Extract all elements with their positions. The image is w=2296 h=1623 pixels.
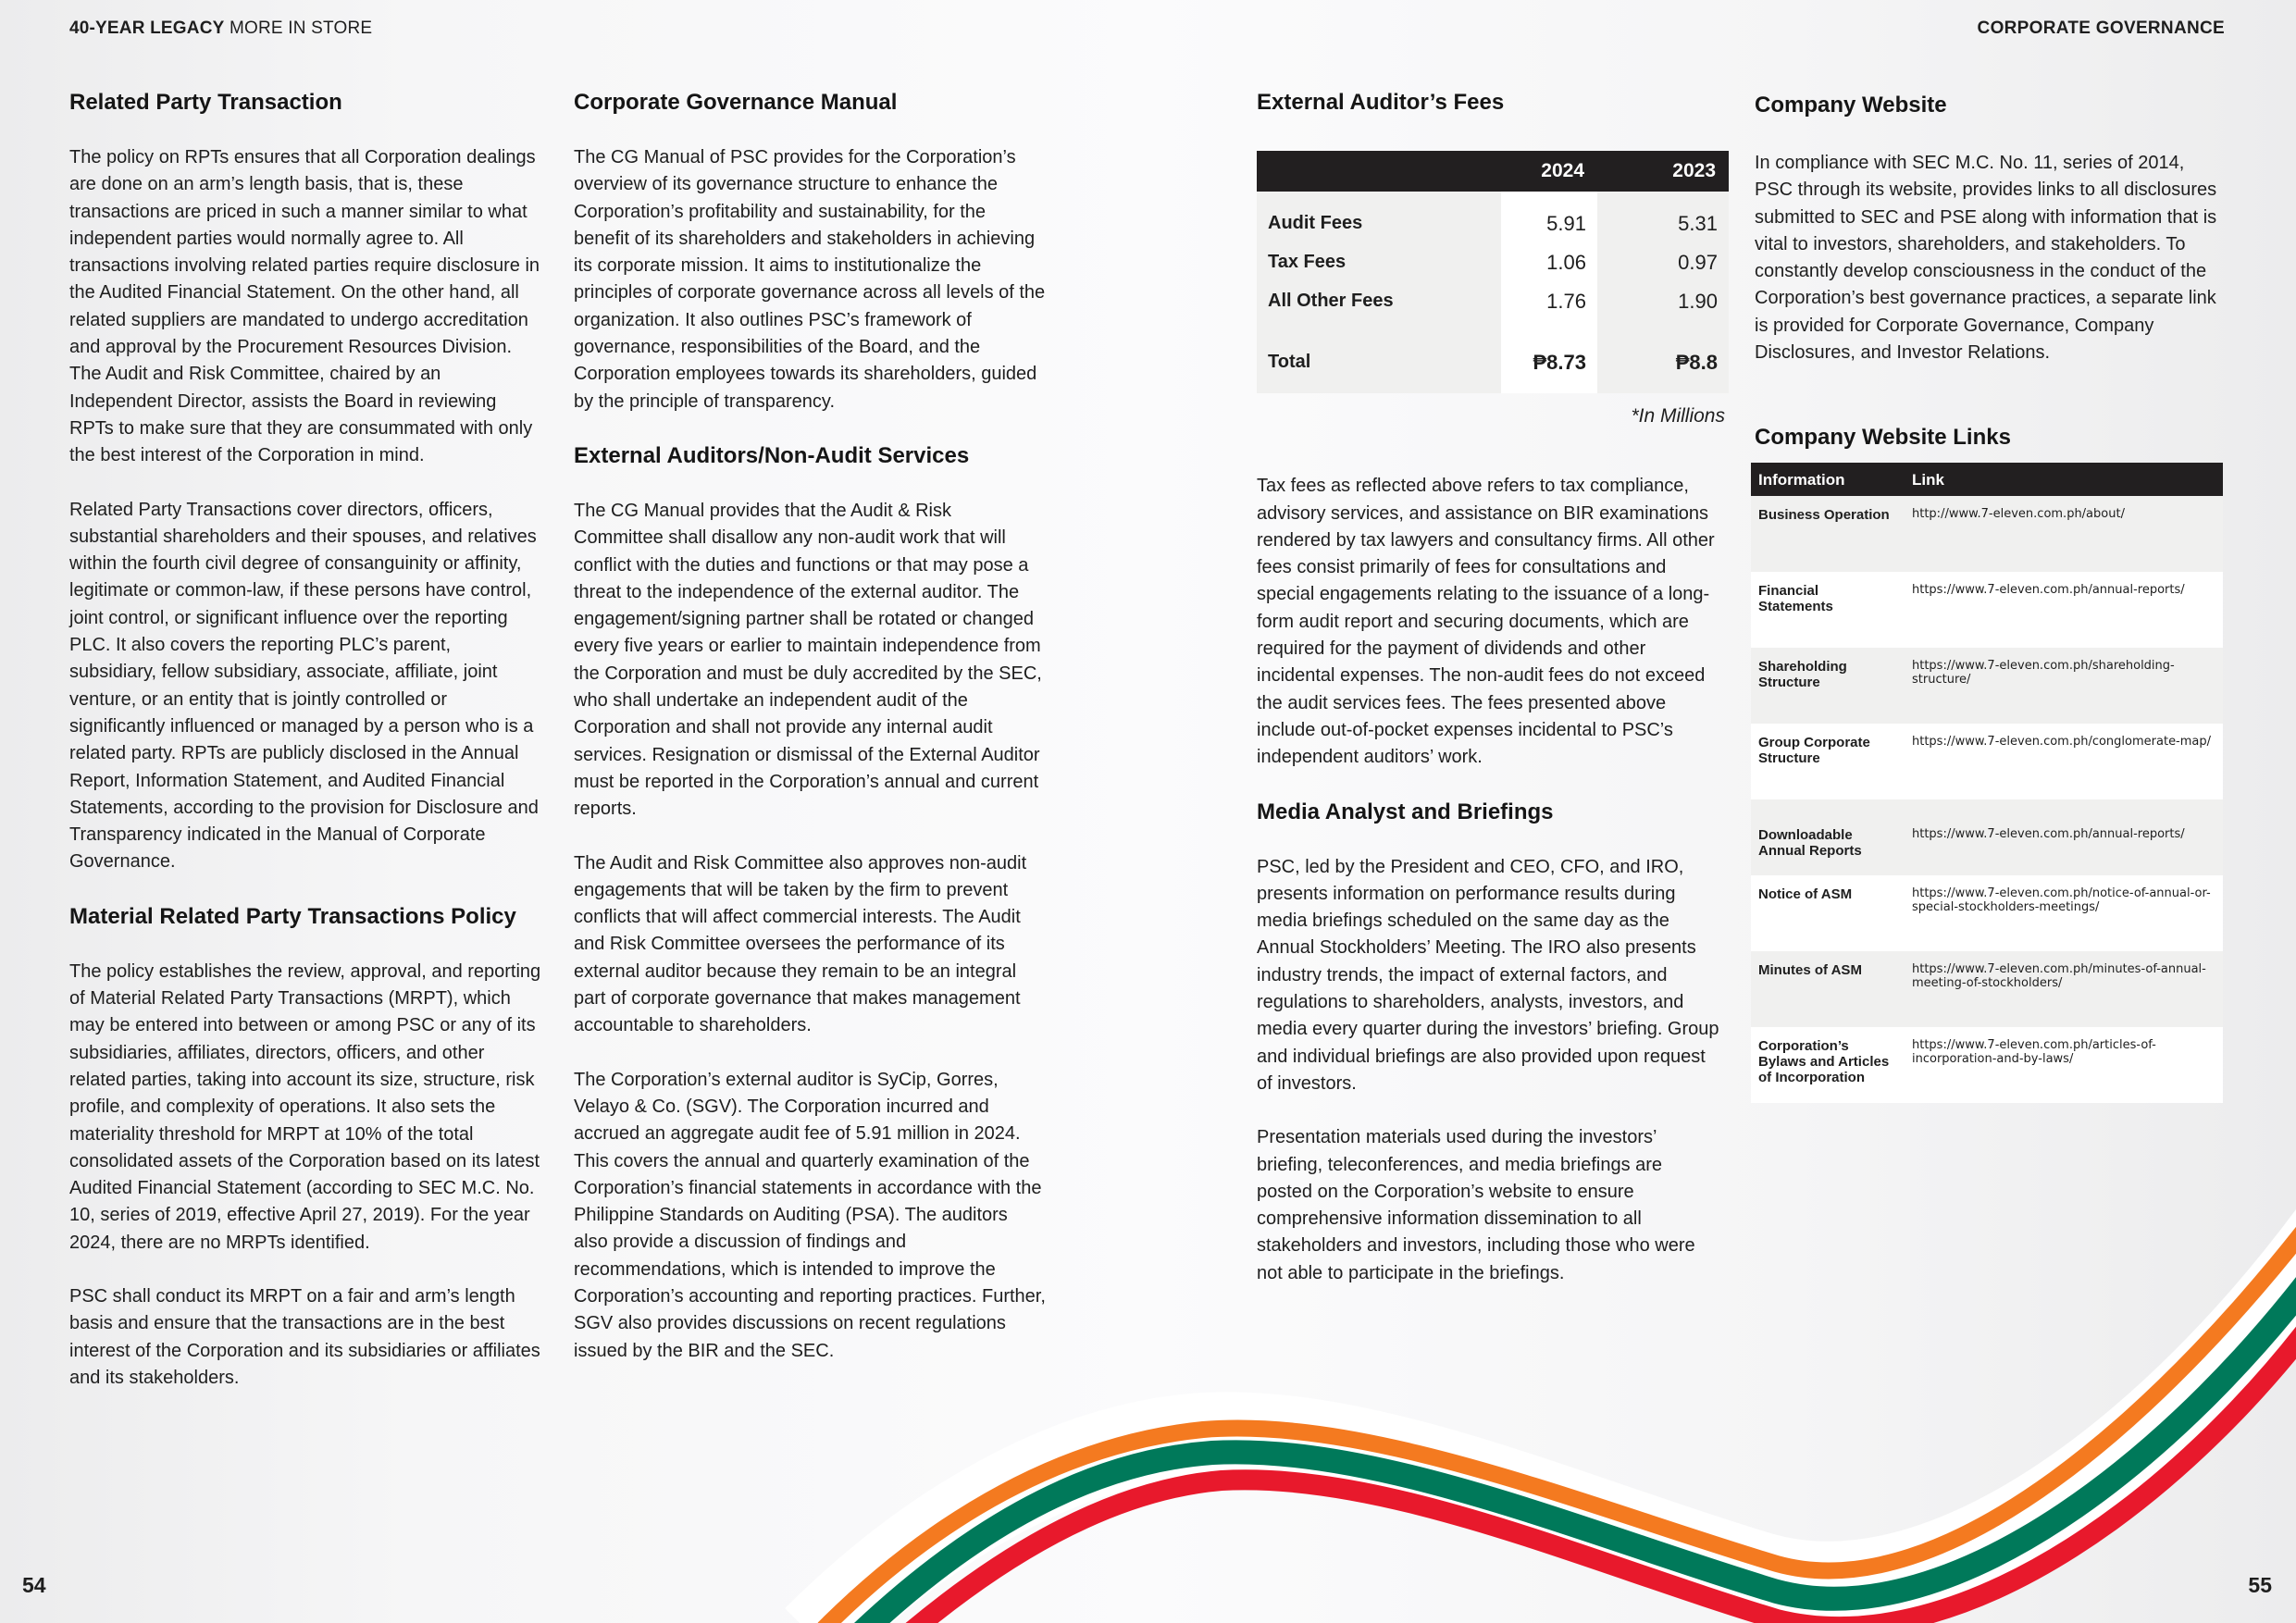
paragraph: PSC shall conduct its MRPT on a fair and arm’s length basis and ensure that the transactions are in the best interest of the Corporation and its subsidiaries or affiliates and its stakeholders. (69, 1285, 540, 1388)
paragraph: The policy on RPTs ensures that all Corporation dealings are done on an arm’s length basis, that is, these transactions are priced in such a manner similar to what independent parties would normally agree to. All transactions involving related parties require disclosure in the Audited Financial Statement. On the other hand, all related suppliers are mandated to undergo accreditation and approval by the Procurement Resources Division. The Audit and Risk Committee, chaired by an Independent Director, assists the Board in reviewing RPTs to make sure that they are consummated with only the best interest of the Corporation in mind. (69, 147, 540, 466)
table-row: Corporation’s Bylaws and Articles of Incorporation https://www.7-eleven.com.ph/articles-of-incorporation-and-by-laws/ (1751, 1027, 2223, 1103)
paragraph: In compliance with SEC M.C. No. 11, series of 2014, PSC through its website, provides links to all disclosures submitted to SEC and PSE along with information that is vital to investors, shareholders, and stakeholders. To constantly develop consciousness in the conduct of the Corporation’s best governance practices, a separate link is provided for Corporate Governance, Company Disclosures, and Investor Relations. (1755, 153, 2217, 364)
paragraph: PSC, led by the President and CEO, CFO, and IRO, presents information on performance results during media briefings scheduled on the same day as the Annual Stockholders’ Meeting. The IRO also presents industry trends, the impact of external factors, and regulations to shareholders, analysts, investors, and media every quarter during the investors’ briefing. Group and individual briefings are also provided upon request of investors. (1257, 856, 1719, 1094)
page-number-left: 54 (22, 1573, 46, 1597)
column-company-website (1755, 89, 2227, 1103)
heading-company-website: Company Website (1755, 93, 1947, 118)
table-row: Downloadable Annual Reports https://www.7-eleven.com.ph/annual-reports/ (1751, 799, 2223, 875)
fees-col-2024: 2024 (1501, 151, 1597, 192)
spacer-row (1257, 321, 1729, 340)
fees-note: *In Millions (1631, 405, 1725, 427)
website-link[interactable]: http://www.7-eleven.com.ph/about/ (1905, 496, 2223, 572)
running-header-left (69, 19, 372, 39)
column-cg-manual (574, 89, 1046, 1392)
paragraph: Related Party Transactions cover directors, officers, substantial shareholders and their spouses, and relatives within the fourth civil degree of consanguinity or affinity, legitimate or common-law, if these persons have control, joint control, or significant influence over the reporting PLC. It also covers the reporting PLC’s parent, subsidiary, fellow subsidiary, associate, affiliate, joint venture, or an entity that is jointly controlled or significantly influenced or managed by a person who is a related party. RPTs are publicly disclosed in the Annual Report, Information Statement, and Audited Financial Statements, according to the provision for Disclosure and Transparency indicated in the Manual of Corporate Governance. (69, 499, 539, 873)
website-link[interactable]: https://www.7-eleven.com.ph/shareholding-structure/ (1905, 648, 2223, 724)
header-legacy: 40-YEAR LEGACY (69, 19, 225, 38)
links-col-link: Link (1905, 463, 2223, 496)
fees-table (1257, 151, 1729, 393)
table-row: Financial Statements https://www.7-eleven.com.ph/annual-reports/ (1751, 572, 2223, 648)
website-link[interactable]: https://www.7-eleven.com.ph/minutes-of-annual-meeting-of-stockholders/ (1905, 951, 2223, 1027)
website-link[interactable]: https://www.7-eleven.com.ph/annual-reports/ (1905, 799, 2223, 875)
heading-related-party-transaction: Related Party Transaction (69, 90, 342, 115)
website-link[interactable]: https://www.7-eleven.com.ph/articles-of-incorporation-and-by-laws/ (1905, 1027, 2223, 1103)
paragraph: The policy establishes the review, approval, and reporting of Material Related Party Transactions (MRPT), which may be entered into between or among PSC or any of its subsidiaries, affiliates, directors, officers, and other related parties, taking into account its size, structure, risk profile, and complexity of operations. It also sets the materiality threshold for MRPT at 10% of the total consolidated assets of the Corporation based on its latest Audited Financial Statement (according to SEC M.C. No. 10, series of 2019, effective April 27, 2019). For the year 2024, there are no MRPTs identified. (69, 960, 541, 1253)
table-row: Tax Fees 1.06 0.97 (1257, 243, 1729, 282)
column-auditor-fees (1257, 89, 1725, 1314)
heading-media-briefings: Media Analyst and Briefings (1257, 799, 1554, 824)
paragraph: The CG Manual provides that the Audit & Risk Committee shall disallow any non-audit work that will conflict with the duties and functions or that may pose a threat to the independence of the external auditor. The engagement/signing partner shall be rotated or changed every five years or earlier to maintain independence from the Corporation and must be duly accredited by the SEC, who shall undertake an independent audit of the Corporation and shall not provide any internal audit services. Resignation or dismissal of the External Auditor must be reported in the Corporation’s annual and current reports. (574, 500, 1042, 820)
heading-website-links: Company Website Links (1755, 425, 2011, 451)
table-row: Minutes of ASM https://www.7-eleven.com.ph/minutes-of-annual-meeting-of-stockholders/ (1751, 951, 2223, 1027)
table-row: Business Operation http://www.7-eleven.com.ph/about/ (1751, 496, 2223, 572)
column-related-party (69, 89, 541, 1419)
heading-cg-manual: Corporate Governance Manual (574, 90, 898, 115)
fees-col-2023: 2023 (1597, 151, 1729, 192)
paragraph: The CG Manual of PSC provides for the Corporation’s overview of its governance structure to enhance the Corporation’s profitability and sustainability, for the benefit of its shareholders and stakeholders in achieving its corporate mission. It aims to institutionalize the principles of corporate governance across all levels of the organization. It also outlines PSC’s framework of governance, responsibilities of the Board, and the Corporation employees towards its shareholders, guided by the principle of transparency. (574, 147, 1046, 412)
table-row: Shareholding Structure https://www.7-eleven.com.ph/shareholding-structure/ (1751, 648, 2223, 724)
website-link[interactable]: https://www.7-eleven.com.ph/conglomerate-map/ (1905, 724, 2223, 799)
paragraph: The Corporation’s external auditor is SyCip, Gorres, Velayo & Co. (SGV). The Corporation incurred and accrued an aggregate audit fee of 5.91 million in 2024. This covers the annual and quarterly examination of the Corporation’s financial statements in accordance with the Philippine Standards on Auditing (PSA). The auditors also provide a discussion of findings and recommendations, which is intended to improve the Corporation’s accounting and reporting practices. Further, SGV also provides discussions on recent regulations issued by the BIR and the SEC. (574, 1069, 1046, 1361)
paragraph: The Audit and Risk Committee also approves non-audit engagements that will be taken by the firm to prevent conflicts that will affect commercial interests. The Audit and Risk Committee oversees the performance of its external auditor because they remain to be an integral part of corporate governance that makes management accountable to shareholders. (574, 852, 1027, 1036)
running-header-right: CORPORATE GOVERNANCE (1977, 19, 2225, 38)
fees-total-row: Total ₱8.73 ₱8.8 (1257, 340, 1729, 393)
page-number-right: 55 (2248, 1573, 2272, 1597)
website-links-table (1751, 463, 2223, 1103)
heading-material-rpt-policy: Material Related Party Transactions Policy (69, 903, 516, 929)
paragraph: Presentation materials used during the investors’ briefing, teleconferences, and media briefings are posted on the Corporation’s website to ensure comprehensive information dissemination to all stakeholders and investors, including those who were not able to participate in the briefings. (1257, 1127, 1695, 1283)
website-link[interactable]: https://www.7-eleven.com.ph/notice-of-annual-or-special-stockholders-meetings/ (1905, 875, 2223, 951)
links-header-row (1751, 463, 2223, 496)
table-row: Notice of ASM https://www.7-eleven.com.ph/notice-of-annual-or-special-stockholders-meetings/ (1751, 875, 2223, 951)
paragraph: Tax fees as reflected above refers to tax compliance, advisory services, and assistance on BIR examinations rendered by tax lawyers and consultancy firms. All other fees consist primarily of fees for consultations and special engagements relating to the issuance of a long-form audit report and securing documents, which are required for the payment of dividends and other incidental expenses. The non-audit fees do not exceed the audit services fees. The fees presented above include out-of-pocket expenses incidental to PSC’s independent auditors’ work. (1257, 476, 1715, 768)
header-more-in-store: MORE IN STORE (230, 19, 373, 38)
fees-header-row (1257, 151, 1729, 192)
heading-auditor-fees: External Auditor’s Fees (1257, 90, 1505, 115)
links-col-information: Information (1751, 463, 1905, 496)
ribbon-red-stripe (893, 1295, 2296, 1623)
table-row: All Other Fees 1.76 1.90 (1257, 282, 1729, 321)
website-link[interactable]: https://www.7-eleven.com.ph/annual-reports/ (1905, 572, 2223, 648)
table-row: Audit Fees 5.91 5.31 (1257, 192, 1729, 243)
heading-external-auditors: External Auditors/Non-Audit Services (574, 442, 970, 468)
table-row: Group Corporate Structure https://www.7-eleven.com.ph/conglomerate-map/ (1751, 724, 2223, 799)
